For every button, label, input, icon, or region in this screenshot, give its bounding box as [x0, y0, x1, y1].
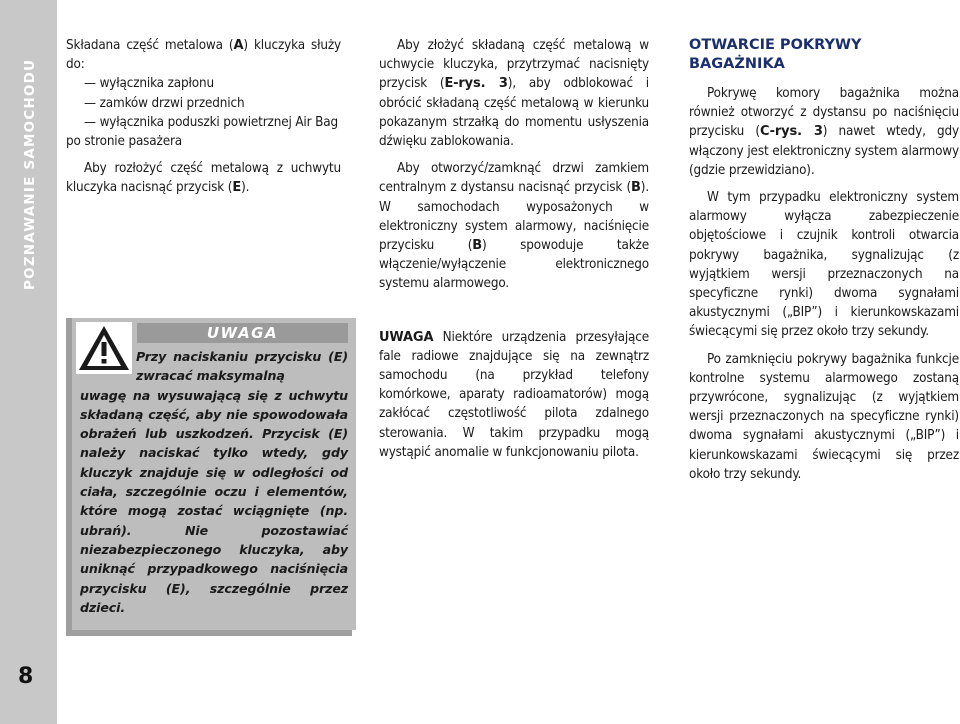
trunk-paragraph-2: W tym przypadku elektroniczny system alarmowy wyłącza zabezpieczenie objętościowe i czujnik kontroli otwarcia pokrywy bagażnika, sygnalizując (z wyjątkiem wersji przeznaczonych na specyficzne rynki) dwoma sygnałami akustycznymi („BIP”) i kierunkowskazami świecącymi się przez około trzy sekundy.: [689, 190, 959, 340]
fold-paragraph: Aby złożyć składaną część metalową w uchwycie kluczyka, przytrzymać nacisnięty przycisk (E-rys. 3), aby odblokować i obrócić składaną część metalową w kierunku pokazanym strzałką do momentu usłyszenia dźwięku zablokowania.: [379, 38, 649, 150]
warning-text: [80, 347, 348, 617]
note-paragraph: UWAGA Niektóre urządzenia przesyłające fale radiowe znajdujące się na zewnątrz samochodu (na przykład telefony komórkowe, aparaty radioamatorów) mogą zakłócać częstotliwość pilota zdalnego sterowania. W takim przypadku mogą wystąpić anomalie w funkcjonowaniu pilota.: [379, 329, 649, 460]
central-lock-paragraph: Aby otworzyć/zamknąć drzwi zamkiem centralnym z dystansu nacisnąć przycisk (B). W samochodach wyposażonych w elektroniczny system alarmowy, naciśnięcie przycisku (B) spowoduje także włączenie/wyłączenie elektronicznego systemu alarmowego.: [379, 161, 649, 292]
trunk-paragraph-3: Po zamknięciu pokrywy bagażnika funkcje kontrolne systemu alarmowego zostaną przywrócone, sygnalizując (z wyjątkiem wersji przeznaczonych na specyficzne rynki) dwoma sygnałami akustycznymi („BIP”) i kierunkowskazami świecącymi się przez około trzy sekundy.: [689, 351, 959, 482]
note-label: UWAGA: [379, 329, 434, 345]
page-number: 8: [18, 664, 34, 689]
section-label: POZNAWANIE SAMOCHODU: [22, 58, 38, 290]
function-list: [66, 74, 341, 151]
section-heading: OTWARCIE POKRYWY BAGAŻNIKA: [689, 37, 862, 72]
list-item: — zamków drzwi przednich: [84, 95, 245, 111]
unfold-paragraph: Aby rozłożyć część metalową z uchwytu kluczyka nacisnąć przycisk (E).: [66, 161, 341, 196]
trunk-paragraph-1: Pokrywę komory bagażnika można również otworzyć z dystansu po naciśnięciu przycisku (C-rys. 3) nawet wtedy, gdy włączony jest elektroniczny system alarmowy (gdzie przewidziano).: [689, 86, 959, 178]
column-3: [689, 36, 959, 484]
list-item: — wyłącznika poduszki powietrznej Air Bag po stronie pasażera: [66, 114, 338, 150]
column-1: [66, 36, 341, 198]
warning-title: UWAGA: [206, 324, 279, 342]
warning-text-first: Przy naciskaniu przycisku (E) zwracać maksymalną: [136, 349, 348, 384]
warning-text-rest: uwagę na wysuwającą się z uchwytu składaną część, aby nie spowodowała obrażeń lub uszkodzeń. Przycisk (E) należy naciskać tylko wtedy, gdy kluczyk znajduje się w odległości od ciała, szczególnie oczu i elementów, które mogą zostać wciągnięte (np. ubrań). Nie pozostawiać niezabezpieczonego kluczyka, aby uniknąć przypadkowego naciśnięcia przycisku (E), szczególnie przez dzieci.: [80, 387, 348, 615]
list-item: — wyłącznika zapłonu: [84, 76, 214, 92]
intro-paragraph: Składana część metalowa (A) kluczyka służy do:: [66, 38, 342, 73]
column-2: [379, 36, 649, 462]
